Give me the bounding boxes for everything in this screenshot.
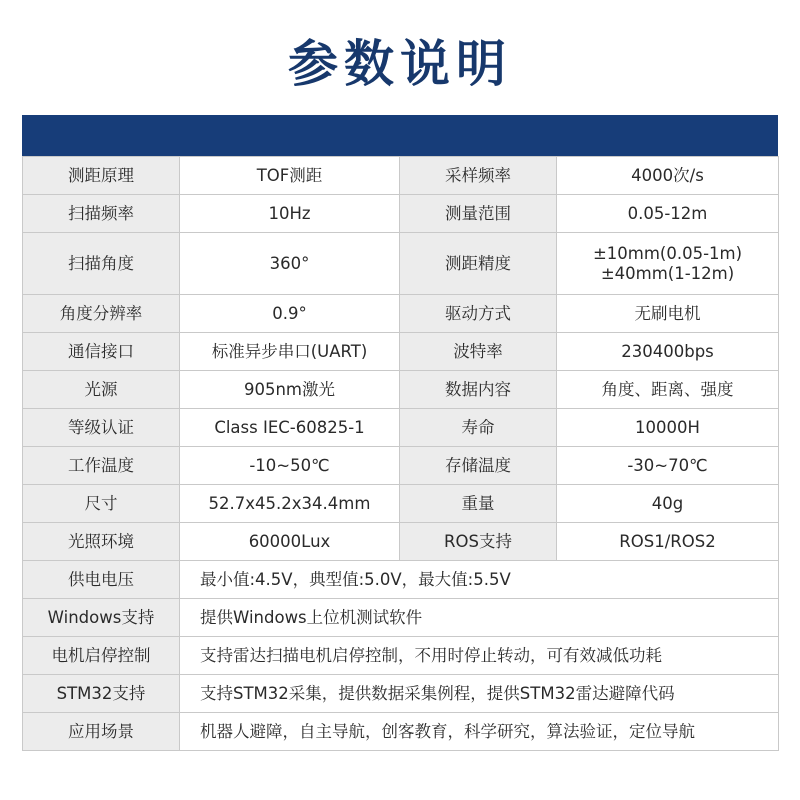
spec-label: 测量范围: [400, 195, 557, 233]
spec-value-multiline: [557, 233, 779, 295]
spec-label: 寿命: [400, 409, 557, 447]
spec-value: -30~70℃: [557, 447, 779, 485]
spec-value: 905nm激光: [180, 371, 400, 409]
page-title: 参数说明: [288, 35, 512, 93]
table-row: [23, 409, 779, 447]
table-row: [23, 157, 779, 195]
spec-label: 扫描频率: [23, 195, 180, 233]
table-row: [23, 637, 779, 675]
table-row: [23, 599, 779, 637]
spec-label: 电机启停控制: [23, 637, 180, 675]
spec-value: 标准异步串口(UART): [180, 333, 400, 371]
table-row: [23, 447, 779, 485]
table-row: [23, 561, 779, 599]
spec-value: 360°: [180, 233, 400, 295]
spec-label: 重量: [400, 485, 557, 523]
table-row: [23, 485, 779, 523]
spec-label: 工作温度: [23, 447, 180, 485]
spec-value: 最小值:4.5V，典型值:5.0V，最大值:5.5V: [180, 561, 779, 599]
spec-label: 通信接口: [23, 333, 180, 371]
spec-value: 10000H: [557, 409, 779, 447]
spec-label: 供电电压: [23, 561, 180, 599]
spec-value: ROS1/ROS2: [557, 523, 779, 561]
spec-label: 光照环境: [23, 523, 180, 561]
spec-value: 10Hz: [180, 195, 400, 233]
spec-table: [22, 156, 779, 751]
spec-label: ROS支持: [400, 523, 557, 561]
spec-value: Class IEC-60825-1: [180, 409, 400, 447]
spec-value: 4000次/s: [557, 157, 779, 195]
spec-value: 支持雷达扫描电机启停控制，不用时停止转动，可有效减低功耗: [180, 637, 779, 675]
spec-label: 等级认证: [23, 409, 180, 447]
spec-label: 测距原理: [23, 157, 180, 195]
spec-label: 尺寸: [23, 485, 180, 523]
spec-value: 40g: [557, 485, 779, 523]
table-row: [23, 295, 779, 333]
spec-value: 支持STM32采集，提供数据采集例程，提供STM32雷达避障代码: [180, 675, 779, 713]
spec-label: 角度分辨率: [23, 295, 180, 333]
spec-value-line: ±40mm(1-12m): [600, 263, 735, 283]
spec-value: 提供Windows上位机测试软件: [180, 599, 779, 637]
table-row: [23, 675, 779, 713]
spec-label: 测距精度: [400, 233, 557, 295]
spec-value-line: ±10mm(0.05-1m): [592, 243, 743, 263]
spec-value: 230400bps: [557, 333, 779, 371]
table-row: [23, 523, 779, 561]
spec-value: 0.05-12m: [557, 195, 779, 233]
spec-label: STM32支持: [23, 675, 180, 713]
table-row: [23, 233, 779, 295]
spec-label: 扫描角度: [23, 233, 180, 295]
spec-label: 存储温度: [400, 447, 557, 485]
spec-value: -10~50℃: [180, 447, 400, 485]
spec-label: 驱动方式: [400, 295, 557, 333]
spec-label: 光源: [23, 371, 180, 409]
spec-value: TOF测距: [180, 157, 400, 195]
spec-value: 52.7x45.2x34.4mm: [180, 485, 400, 523]
spec-label: 波特率: [400, 333, 557, 371]
spec-label: 数据内容: [400, 371, 557, 409]
spec-label: 采样频率: [400, 157, 557, 195]
table-row: [23, 371, 779, 409]
spec-value: 60000Lux: [180, 523, 400, 561]
spec-value: 0.9°: [180, 295, 400, 333]
table-row: [23, 195, 779, 233]
header-bar: [22, 115, 778, 156]
spec-value: 无刷电机: [557, 295, 779, 333]
spec-label: Windows支持: [23, 599, 180, 637]
spec-label: 应用场景: [23, 713, 180, 751]
spec-value: 机器人避障，自主导航，创客教育，科学研究，算法验证，定位导航: [180, 713, 779, 751]
spec-value: 角度、距离、强度: [557, 371, 779, 409]
table-row: [23, 333, 779, 371]
table-row: [23, 713, 779, 751]
